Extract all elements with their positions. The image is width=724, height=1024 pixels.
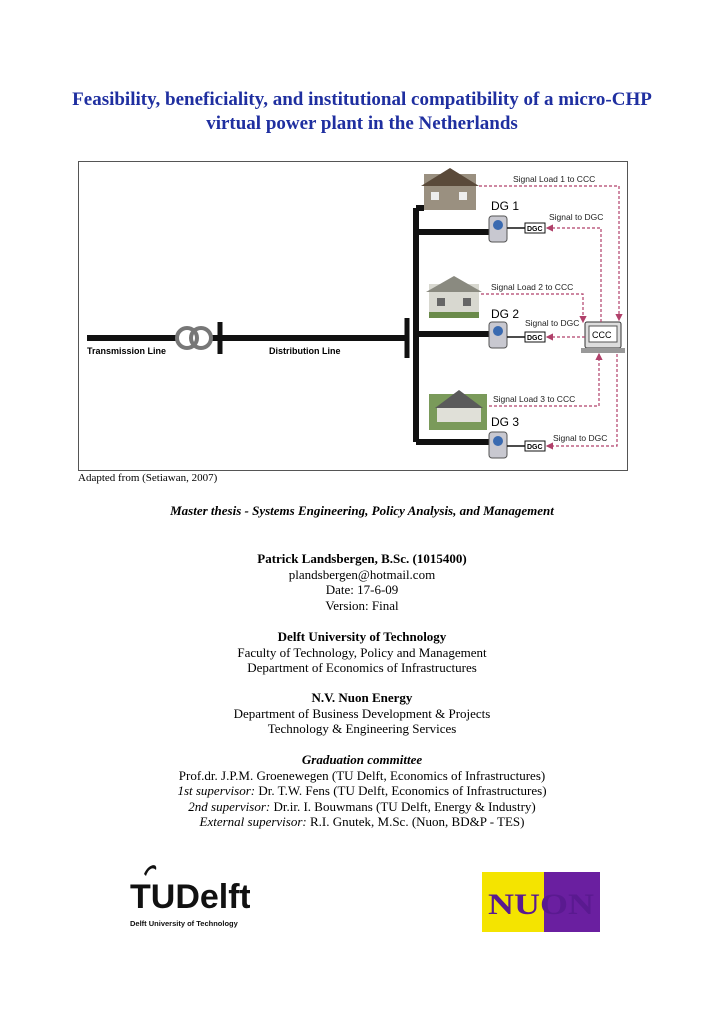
committee-chair: Prof.dr. J.P.M. Groenewegen (TU Delft, Economics of Infrastructures) (178, 767, 546, 783)
committee-second-name: Dr.ir. I. Bouwmans (TU Delft, Energy & Industry) (273, 798, 536, 814)
committee-heading: Graduation committee (301, 752, 423, 767)
signal-load-1-label: Signal Load 1 to CCC (513, 174, 596, 184)
transmission-line-label: Transmission Line (87, 346, 167, 356)
author-name: Patrick Landsbergen, B.Sc. (1015400) (257, 551, 467, 566)
generator-3-icon (489, 432, 507, 458)
author-version: Version: Final (325, 597, 399, 613)
committee-second-role: 2nd supervisor: (188, 798, 271, 814)
dg1-label: DG 1 (491, 199, 520, 213)
tudelft-logo (130, 862, 250, 930)
committee-first (0, 783, 724, 799)
dgc-2-box (525, 332, 545, 342)
university-name: Delft University of Technology (277, 629, 447, 644)
nuon-logo-text: NUON (488, 888, 595, 921)
author-block (0, 551, 724, 613)
power-lines (87, 208, 489, 442)
signal-dgc-1-label: Signal to DGC (549, 212, 604, 222)
signal-load-3-label: Signal Load 3 to CCC (493, 394, 576, 404)
tudelft-logo-subtext: Delft University of Technology (130, 919, 238, 928)
author-email: plandsbergen@hotmail.com (288, 566, 436, 582)
ccc-label: CCC (592, 330, 612, 340)
house-1-icon (421, 168, 479, 210)
thesis-line: Master thesis - Systems Engineering, Policy Analysis, and Management (170, 503, 554, 518)
university-faculty: Faculty of Technology, Policy and Management (237, 644, 487, 660)
house-3-icon (429, 390, 487, 430)
company-block (0, 690, 724, 737)
dgc-3-label: DGC (527, 444, 543, 451)
figure-caption: Adapted from (Setiawan, 2007) (78, 472, 218, 484)
dg2-label: DG 2 (491, 307, 520, 321)
author-date: Date: 17-6-09 (325, 582, 399, 597)
house-2-icon (426, 276, 482, 318)
vpp-diagram (78, 161, 628, 471)
transformer-icon (177, 328, 211, 348)
company-department: Department of Business Development & Projects (233, 705, 491, 721)
company-services: Technology & Engineering Services (267, 721, 457, 736)
dg3-label: DG 3 (491, 415, 520, 429)
dgc-3-box (525, 441, 545, 451)
document-title (40, 88, 684, 136)
ccc-computer-icon (581, 322, 625, 353)
university-block (0, 629, 724, 676)
distribution-line-label: Distribution Line (269, 346, 341, 356)
nuon-logo (482, 872, 600, 932)
dgc-connectors (507, 228, 525, 446)
dgc-1-label: DGC (527, 226, 543, 233)
signal-dgc-2-label: Signal to DGC (525, 318, 580, 328)
title-line-1: Feasibility, beneficiality, and institutional compatibility of a micro-CHP (72, 89, 652, 110)
vpp-diagram-svg (79, 162, 627, 470)
committee-external (0, 814, 724, 830)
generator-2-icon (489, 322, 507, 348)
dgc-1-box (525, 223, 545, 233)
committee-second (0, 799, 724, 815)
signal-dgc-3-label: Signal to DGC (553, 433, 608, 443)
university-department: Department of Economics of Infrastructures (247, 660, 477, 675)
committee-first-role: 1st supervisor: (177, 783, 256, 798)
generator-1-icon (489, 216, 507, 242)
title-line-2: virtual power plant in the Netherlands (206, 113, 518, 134)
company-name: N.V. Nuon Energy (311, 690, 413, 705)
signal-load-2-label: Signal Load 2 to CCC (491, 282, 574, 292)
committee-external-name: R.I. Gnutek, M.Sc. (Nuon, BD&P - TES) (309, 814, 525, 829)
dgc-2-label: DGC (527, 335, 543, 342)
committee-first-name: Dr. T.W. Fens (TU Delft, Economics of Infrastructures) (258, 783, 547, 798)
committee-external-role: External supervisor: (199, 814, 307, 829)
committee-block (0, 752, 724, 830)
tudelft-flame-icon (144, 865, 156, 876)
tudelft-logo-text: TUDelft (130, 878, 250, 916)
